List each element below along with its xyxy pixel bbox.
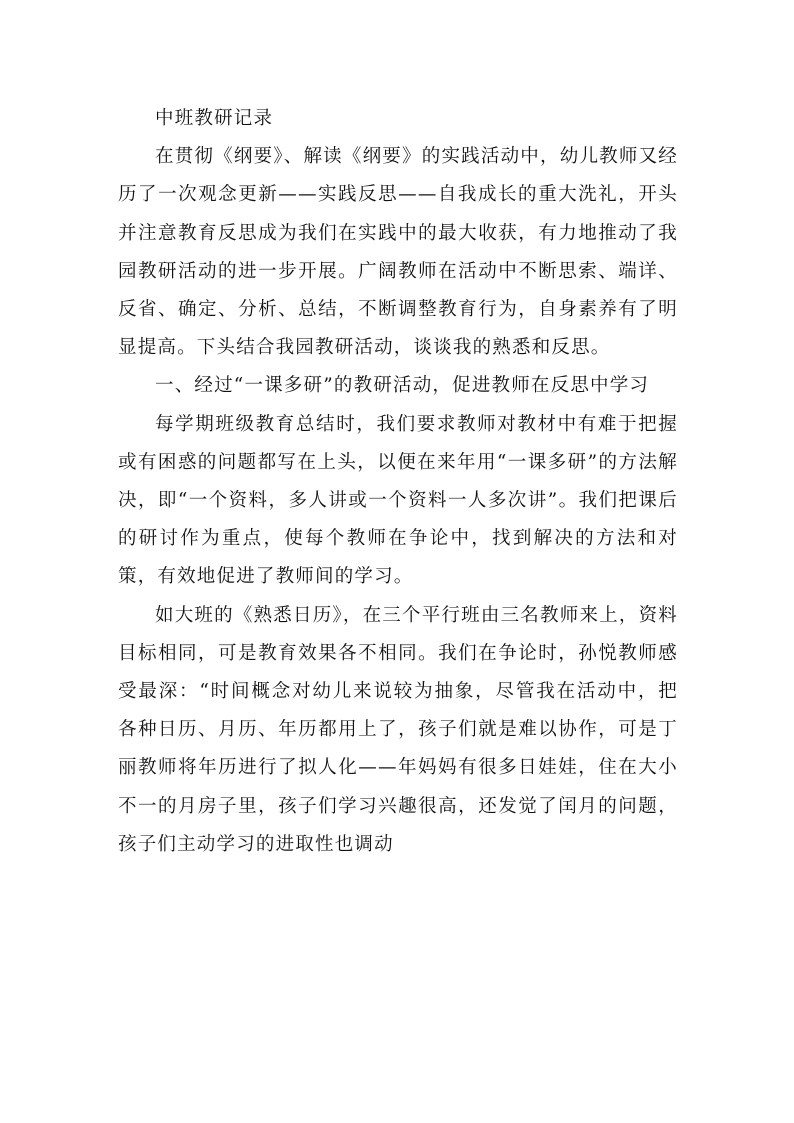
paragraph-intro: 在贯彻《纲要》、解读《纲要》的实践活动中，幼儿教师又经历了一次观念更新——实践反思——自我成长的重大洗礼，开头并注意教育反思成为我们在实践中的最大收获，有力地推动了我园教研活动的进一步开展。广阔教师在活动中不断思索、端详、反省、确定、分析、总结，不断调整教育行为，自身素养有了明显提高。下头结合我园教研活动，谈谈我的熟悉和反思。 xyxy=(118,146,678,359)
document-body xyxy=(118,100,678,864)
paragraph-method: 每学期班级教育总结时，我们要求教师对教材中有难于把握或有困惑的问题都写在上头，以便在来年用“一课多研”的方法解决，即“一个资料，多人讲或一个资料一人多次讲”。我们把课后的研讨作为重点，使每个教师在争论中，找到解决的方法和对策，有效地促进了教师间的学习。 xyxy=(118,413,678,588)
document-title: 中班教研记录 xyxy=(155,108,274,129)
section-heading-1: 一、经过“一课多研”的教研活动，促进教师在反思中学习 xyxy=(155,375,650,397)
paragraph-example: 如大班的《熟悉日历》，在三个平行班由三名教师来上，资料目标相同，可是教育效果各不相同。我们在争论时，孙悦教师感受最深：“时间概念对幼儿来说较为抽象，尽管我在活动中，把各种日历、月历、年历都用上了，孩子们就是难以协作，可是丁丽教师将年历进行了拟人化——年妈妈有很多日娃娃，住在大小不一的月房子里，孩子们学习兴趣很高，还发觉了闰月的问题，孩子们主动学习的进取性也调动 xyxy=(118,604,678,855)
